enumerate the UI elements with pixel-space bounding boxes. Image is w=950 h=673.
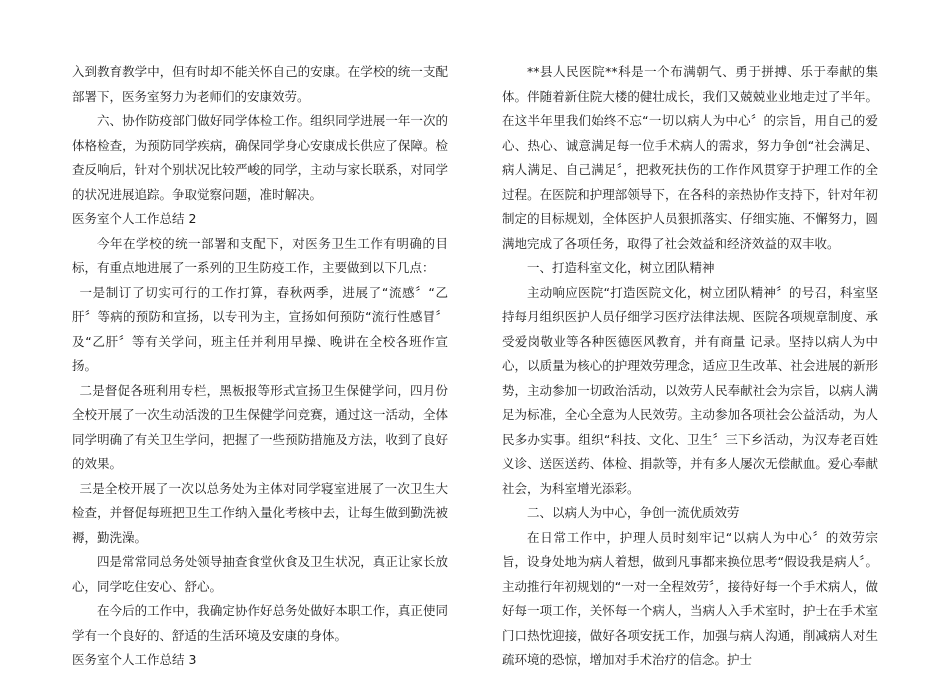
paragraph: 六、协作防疫部门做好同学体检工作。组织同学进展一年一次的体格检查，为预防同学疾病，确保同学身心安康成长供应了保障。检查反响后，针对个别状况比较严峻的同学，主动与家长联系，对同学的状况进展追踪。争取觉察问题，准时解决。 bbox=[72, 113, 448, 202]
section-heading: 二、以病人为中心，争创一流优质效劳 bbox=[527, 505, 740, 520]
section-heading: 一、打造科室文化，树立团队精神 bbox=[527, 260, 715, 275]
paragraph: 四是常常同总务处领导抽查食堂伙食及卫生状况，真正让家长放心，同学吃住安心、舒心。 bbox=[72, 554, 448, 594]
section-heading: 医务室个人工作总结 3 bbox=[72, 652, 197, 667]
right-column bbox=[502, 60, 878, 673]
paragraph: 今年在学校的统一部署和支配下，对医务卫生工作有明确的目标，有重点地进展了一系列的卫生防疫工作，主要做到以下几点： bbox=[72, 235, 448, 275]
paragraph: 一是制订了切实可行的工作打算，春秋两季，进展了“流感〞“乙肝〞等病的预防和宣扬，以专刊为主，宣扬如何预防“流行性感冒〞及“乙肝〞等有关学问，班主任并利用早操、晚讲在全校各班作宣扬。 bbox=[72, 284, 448, 373]
left-column bbox=[72, 60, 448, 673]
paragraph: 二是督促各班利用专栏，黑板报等形式宣扬卫生保健学问，四月份全校开展了一次生动活泼的卫生保健学问竞赛，通过这一活动，全体同学明确了有关卫生学问，把握了一些预防措施及方法，收到了良好的效果。 bbox=[72, 382, 448, 471]
section-heading: 医务室个人工作总结 2 bbox=[72, 211, 197, 226]
paragraph: 三是全校开展了一次以总务处为主体对同学寝室进展了一次卫生大检查，并督促每班把卫生工作纳入量化考核中去，让每生做到勤洗被褥，勤洗澡。 bbox=[72, 480, 448, 545]
paragraph: 在今后的工作中，我确定协作好总务处做好本职工作，真正使同学有一个良好的、舒适的生活环境及安康的身体。 bbox=[72, 603, 448, 643]
paragraph: 入到教育教学中，但有时却不能关怀自己的安康。在学校的统一支配部署下，医务室努力为老师们的安康效劳。 bbox=[72, 64, 448, 104]
paragraph: **县人民医院**科是一个布满朝气、勇于拼搏、乐于奉献的集体。伴随着新住院大楼的健壮成长，我们又兢兢业业地走过了半年。在这半年里我们始终不忘“一切以病人为中心〞的宗旨，用自己的爱心、热心、诚意满足每一位手术病人的需求，努力争创“社会满足、病人满足、自己满足〞，把救死扶伤的工作作风贯穿于护理工作的全过程。在医院和护理部领导下，在各科的亲热协作支持下，针对年初制定的目标规划，全体医护人员狠抓落实、仔细实施、不懈努力，圆满地完成了各项任务，取得了社会效益和经济效益的双丰收。 bbox=[502, 64, 878, 251]
paragraph: 主动响应医院“打造医院文化，树立团队精神〞的号召，科室坚持每月组织医护人员仔细学习医疗法律法规、医院各项规章制度、承受爱岗敬业等各种医德医风教育，并有商量 记录。坚持以病人为中心，以质量为核心的护理效劳理念，适应卫生改革、社会进展的新形势，主动参加一切政治活动，以效劳人民奉献社会为宗旨，以病人满足为标准，全心全意为人民效劳。主动参加各项社会公益活动，为人民多办实事。组织“科技、文化、卫生〞三下乡活动，为汉寿老百姓义诊、送医送药、体检、捐款等，并有多人屡次无偿献血。爱心奉献社会，为科室增光添彩。 bbox=[502, 284, 878, 496]
paragraph: 在日常工作中，护理人员时刻牢记“以病人为中心〞的效劳宗旨，设身处地为病人着想，做到凡事都来换位思考“假设我是病人〞。主动推行年初规划的“一对一全程效劳〞，接待好每一个手术病人，做好每一项工作，关怀每一个病人，当病人入手术室时，护士在手术室门口热忱迎接，做好各项安抚工作，加强与病人沟通，削减病人对生疏环境的恐惊，增加对手术治疗的信念。护士 bbox=[502, 529, 878, 667]
